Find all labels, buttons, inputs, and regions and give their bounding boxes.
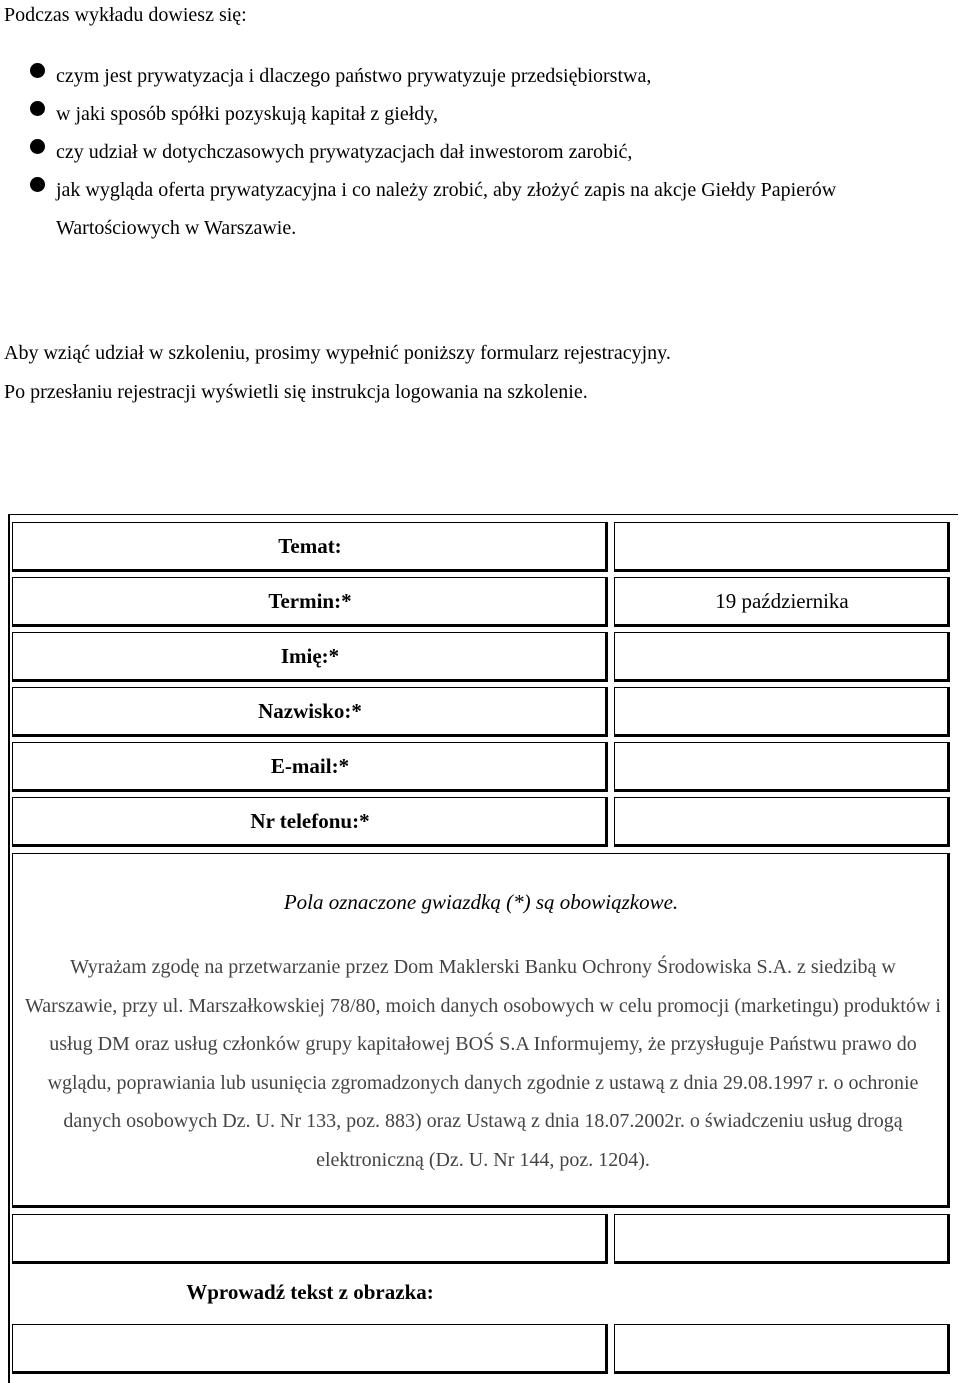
form-border-top: [8, 514, 958, 515]
email-input[interactable]: [614, 742, 950, 792]
label-temat: Temat:: [278, 534, 342, 558]
first-name-input[interactable]: [614, 632, 950, 682]
consent-text: Wyrażam zgodę na przetwarzanie przez Dom Maklerski Banku Ochrony Środowiska S.A. z siedzibą w Warszawie, przy ul. Marszałkowskiej 78/80, moich danych osobowych w celu promocji (marketingu) produktów i usług DM oraz usług członków grupy kapitałowej BOŚ S.A Informujemy, że przysługuje Państwu prawo do wglądu, poprawiania lub usunięcia zgromadzonych danych zgodnie z ustawą z dnia 29.08.1997 r. o ochronie danych osobowych Dz. U. Nr 133, poz. 883) oraz Ustawą z dnia 18.07.2002r. o świadczeniu usług drogą elektroniczną (Dz. U. Nr 144, poz. 1204).: [25, 956, 941, 1171]
login-info: Po przesłaniu rejestracji wyświetli się instrukcja logowania na szkolenie.: [4, 381, 588, 403]
bullet-icon: [30, 177, 45, 192]
topic-field[interactable]: [614, 522, 950, 572]
list-item-text: jak wygląda oferta prywatyzacyjna i co należy zrobić, aby złożyć zapis na akcje Giełdy Papierów Wartościowych w Warszawie.: [56, 179, 837, 239]
last-name-input[interactable]: [614, 687, 950, 737]
list-item-text: w jaki sposób spółki pozyskują kapitał z giełdy,: [56, 103, 438, 125]
registration-info: Aby wziąć udział w szkoleniu, prosimy wypełnić poniższy formularz rejestracyjny.: [4, 342, 671, 364]
captcha-label-cell: [12, 1324, 608, 1374]
date-value: 19 października: [715, 589, 849, 613]
registration-form: [8, 514, 958, 1383]
form-border-left: [8, 514, 10, 1383]
bullet-icon: [30, 101, 45, 116]
empty-cell: [614, 1214, 950, 1264]
label-imie: Imię:*: [280, 644, 340, 668]
label-termin: Termin:*: [268, 589, 352, 613]
phone-input[interactable]: [614, 797, 950, 847]
captcha-input[interactable]: [614, 1324, 950, 1374]
captcha-label: Wprowadź tekst z obrazka:: [186, 1280, 434, 1304]
list-item-text: czy udział w dotychczasowych prywatyzacjach dał inwestorom zarobić,: [56, 141, 633, 163]
required-note: Pola oznaczone gwiazdką (*) są obowiązkowe.: [283, 890, 679, 914]
bullet-icon: [30, 63, 45, 78]
captcha-image-cell: [12, 1214, 608, 1264]
label-phone: Nr telefonu:*: [250, 809, 370, 833]
list-item-text: czym jest prywatyzacja i dlaczego państwo prywatyzuje przedsiębiorstwa,: [56, 65, 652, 87]
label-nazwisko: Nazwisko:*: [258, 699, 362, 723]
intro-title: Podczas wykładu dowiesz się:: [4, 4, 247, 26]
label-email: E-mail:*: [270, 754, 350, 778]
bullet-icon: [30, 139, 45, 154]
